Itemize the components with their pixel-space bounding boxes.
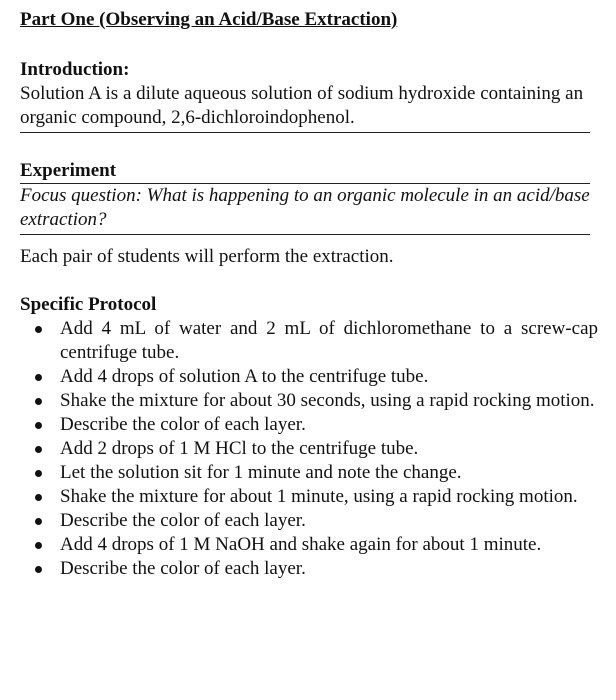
introduction-section [20, 58, 610, 133]
bullet-icon [35, 470, 42, 477]
experiment-instruction: Each pair of students will perform the extraction. [20, 246, 394, 267]
protocol-step-text: Add 4 drops of 1 M NaOH and shake again for about 1 minute. [60, 534, 542, 555]
bullet-icon [35, 422, 42, 429]
protocol-heading: Specific Protocol [20, 294, 157, 315]
document-page [20, 8, 610, 581]
protocol-step-text: Describe the color of each layer. [60, 510, 306, 531]
protocol-step [20, 533, 598, 557]
introduction-text: Solution A is a dilute aqueous solution of sodium hydroxide containing an organic compound, 2,6-dichloroindophenol. [20, 82, 590, 133]
bullet-icon [35, 542, 42, 549]
bullet-icon [35, 566, 42, 573]
bullet-icon [35, 374, 42, 381]
protocol-step-text: Shake the mixture for about 1 minute, using a rapid rocking motion. [60, 486, 578, 507]
bullet-icon [35, 326, 42, 333]
protocol-steps-list [20, 317, 598, 581]
bullet-icon [35, 518, 42, 525]
protocol-step [20, 437, 598, 461]
protocol-step-text: Add 4 mL of water and 2 mL of dichloromethane to a screw-cap centrifuge tube. [60, 318, 598, 363]
protocol-step-text: Shake the mixture for about 30 seconds, using a rapid rocking motion. [60, 390, 595, 411]
protocol-step [20, 557, 598, 581]
protocol-step-text: Add 4 drops of solution A to the centrifuge tube. [60, 366, 429, 387]
protocol-step [20, 413, 598, 437]
experiment-section [20, 159, 610, 269]
page-title: Part One (Observing an Acid/Base Extraction) [20, 9, 398, 30]
bullet-icon [35, 398, 42, 405]
experiment-heading: Experiment [20, 159, 590, 184]
protocol-step [20, 485, 598, 509]
protocol-step-text: Let the solution sit for 1 minute and note the change. [60, 462, 462, 483]
protocol-step-text: Describe the color of each layer. [60, 414, 306, 435]
introduction-heading: Introduction: [20, 59, 130, 80]
bullet-icon [35, 494, 42, 501]
protocol-step [20, 509, 598, 533]
protocol-section [20, 293, 610, 581]
protocol-step-text: Add 2 drops of 1 M HCl to the centrifuge tube. [60, 438, 419, 459]
protocol-step [20, 365, 598, 389]
protocol-step-text: Describe the color of each layer. [60, 558, 306, 579]
protocol-step [20, 461, 598, 485]
protocol-step [20, 317, 598, 365]
focus-question: Focus question: What is happening to an organic molecule in an acid/base extraction? [20, 184, 590, 235]
bullet-icon [35, 446, 42, 453]
protocol-step [20, 389, 598, 413]
